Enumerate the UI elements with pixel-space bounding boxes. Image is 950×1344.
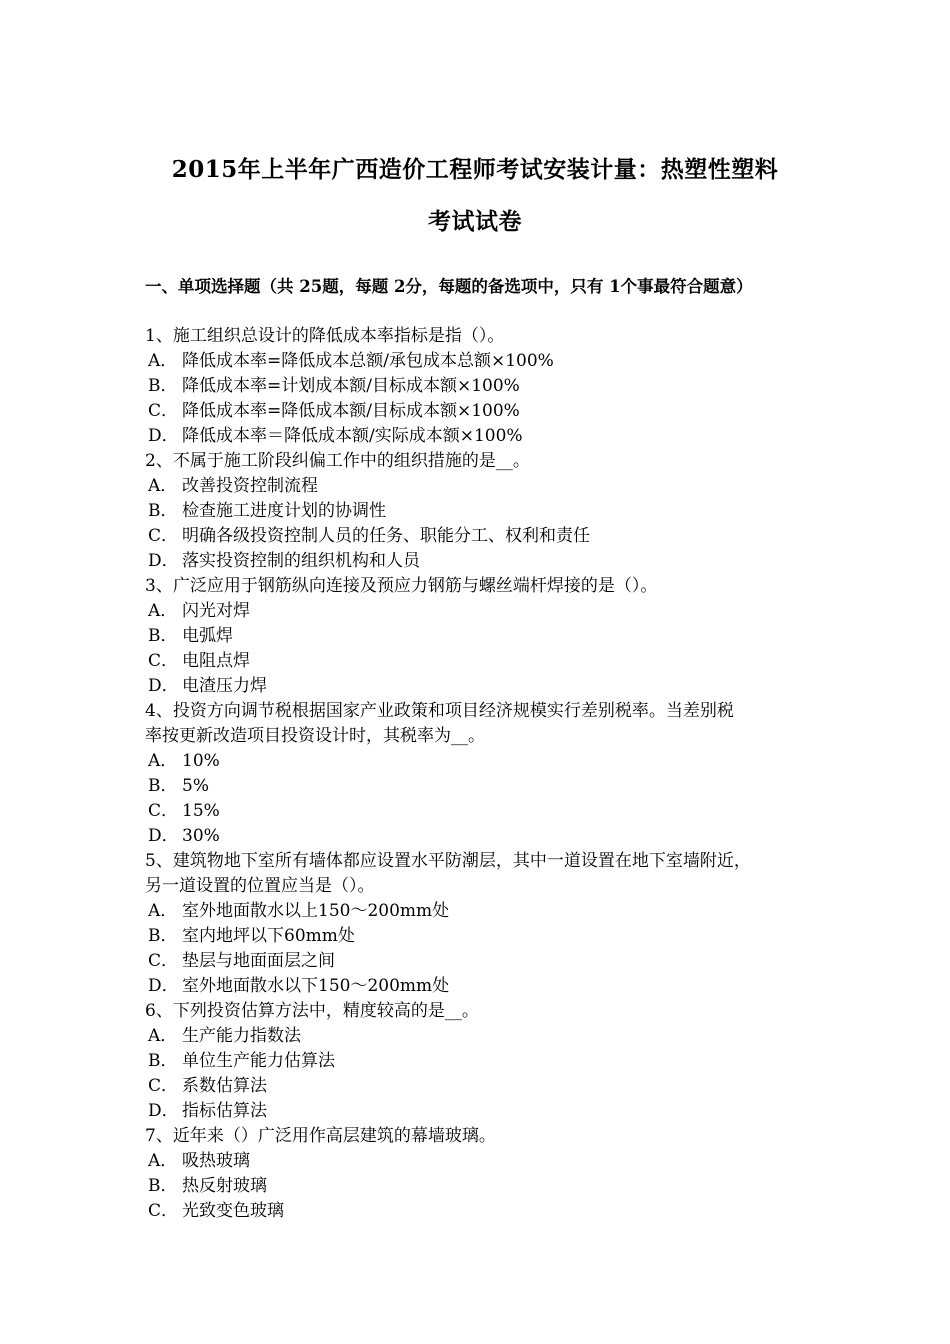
- option-text: 降低成本率=计划成本额/目标成本额×100%: [182, 376, 520, 396]
- question-text: 5、建筑物地下室所有墙体都应设置水平防潮层，其中一道设置在地下室墙附近，: [145, 851, 751, 871]
- option-letter: B．: [148, 926, 178, 946]
- answer-option: [145, 499, 825, 524]
- option-text: 改善投资控制流程: [182, 476, 318, 496]
- answer-option: [145, 599, 825, 624]
- answer-option: [145, 1174, 825, 1199]
- answer-option: [145, 349, 825, 374]
- option-text: 明确各级投资控制人员的任务、职能分工、权利和责任: [182, 526, 590, 546]
- option-letter: C．: [148, 1201, 179, 1221]
- option-text: 30%: [182, 826, 220, 846]
- answer-option: [145, 674, 825, 699]
- option-text: 闪光对焊: [182, 601, 250, 621]
- question-text: 6、下列投资估算方法中，精度较高的是__。: [145, 1001, 479, 1021]
- option-letter: A．: [148, 1026, 178, 1046]
- option-letter: D．: [148, 426, 179, 446]
- option-text: 电弧焊: [182, 626, 233, 646]
- option-text: 15%: [182, 801, 220, 821]
- option-letter: C．: [148, 526, 179, 546]
- option-letter: C．: [148, 801, 179, 821]
- option-text: 单位生产能力估算法: [182, 1051, 335, 1071]
- answer-option: [145, 1099, 825, 1124]
- option-letter: C．: [148, 951, 179, 971]
- answer-option: [145, 549, 825, 574]
- answer-option: [145, 774, 825, 799]
- option-text: 热反射玻璃: [182, 1176, 267, 1196]
- option-text: 光致变色玻璃: [182, 1201, 284, 1221]
- answer-option: [145, 924, 825, 949]
- answer-option: [145, 1199, 825, 1224]
- answer-option: [145, 949, 825, 974]
- option-letter: D．: [148, 1101, 179, 1121]
- option-letter: D．: [148, 976, 179, 996]
- section-heading: 一、单项选择题（共 25题，每题 2分，每题的备选项中，只有 1个事最符合题意）: [145, 277, 753, 296]
- question-text: 率按更新改造项目投资设计时，其税率为__。: [145, 726, 485, 746]
- option-letter: B．: [148, 376, 178, 396]
- option-letter: C．: [148, 651, 179, 671]
- option-text: 吸热玻璃: [182, 1151, 250, 1171]
- option-text: 降低成本率=降低成本额/目标成本额×100%: [182, 401, 520, 421]
- answer-option: [145, 1149, 825, 1174]
- option-text: 指标估算法: [182, 1101, 267, 1121]
- question-text: 3、广泛应用于钢筋纵向连接及预应力钢筋与螺丝端杆焊接的是（）。: [145, 576, 658, 596]
- option-letter: A．: [148, 351, 178, 371]
- option-letter: D．: [148, 676, 179, 696]
- option-text: 10%: [182, 751, 220, 771]
- option-letter: C．: [148, 401, 179, 421]
- option-text: 系数估算法: [182, 1076, 267, 1096]
- answer-option: [145, 649, 825, 674]
- option-text: 检查施工进度计划的协调性: [182, 501, 386, 521]
- option-letter: B．: [148, 626, 178, 646]
- answer-option: [145, 799, 825, 824]
- option-text: 电渣压力焊: [182, 676, 267, 696]
- question-text: 7、近年来（）广泛用作高层建筑的幕墙玻璃。: [145, 1126, 496, 1146]
- question-text: 另一道设置的位置应当是（）。: [145, 876, 375, 896]
- option-text: 垫层与地面面层之间: [182, 951, 335, 971]
- answer-option: [145, 424, 825, 449]
- option-text: 降低成本率＝降低成本额/实际成本额×100%: [182, 426, 523, 446]
- option-letter: B．: [148, 501, 178, 521]
- option-letter: D．: [148, 826, 179, 846]
- option-letter: D．: [148, 551, 179, 571]
- answer-option: [145, 899, 825, 924]
- option-text: 室外地面散水以下150～200mm处: [182, 976, 450, 996]
- question-text: 1、施工组织总设计的降低成本率指标是指（）。: [145, 326, 505, 346]
- option-letter: A．: [148, 751, 178, 771]
- option-text: 落实投资控制的组织机构和人员: [182, 551, 420, 571]
- question-text: 4、投资方向调节税根据国家产业政策和项目经济规模实行差别税率。当差别税: [145, 701, 734, 721]
- answer-option: [145, 824, 825, 849]
- option-letter: A．: [148, 476, 178, 496]
- option-text: 5%: [182, 776, 209, 796]
- answer-option: [145, 1049, 825, 1074]
- answer-option: [145, 399, 825, 424]
- document-title-line-1: 2015年上半年广西造价工程师考试安装计量：热塑性塑料: [171, 156, 779, 183]
- answer-option: [145, 749, 825, 774]
- option-letter: A．: [148, 901, 178, 921]
- option-text: 电阻点焊: [182, 651, 250, 671]
- question-list: [145, 324, 825, 1224]
- option-letter: B．: [148, 776, 178, 796]
- option-letter: A．: [148, 601, 178, 621]
- answer-option: [145, 1074, 825, 1099]
- answer-option: [145, 1024, 825, 1049]
- answer-option: [145, 974, 825, 999]
- document-title-line-2: 考试试卷: [428, 208, 522, 235]
- option-letter: A．: [148, 1151, 178, 1171]
- option-text: 降低成本率=降低成本总额/承包成本总额×100%: [182, 351, 554, 371]
- answer-option: [145, 624, 825, 649]
- answer-option: [145, 524, 825, 549]
- option-text: 室外地面散水以上150～200mm处: [182, 901, 450, 921]
- option-text: 室内地坪以下60mm处: [182, 926, 355, 946]
- option-letter: C．: [148, 1076, 179, 1096]
- answer-option: [145, 374, 825, 399]
- option-letter: B．: [148, 1176, 178, 1196]
- option-text: 生产能力指数法: [182, 1026, 301, 1046]
- answer-option: [145, 474, 825, 499]
- question-text: 2、不属于施工阶段纠偏工作中的组织措施的是__。: [145, 451, 530, 471]
- option-letter: B．: [148, 1051, 178, 1071]
